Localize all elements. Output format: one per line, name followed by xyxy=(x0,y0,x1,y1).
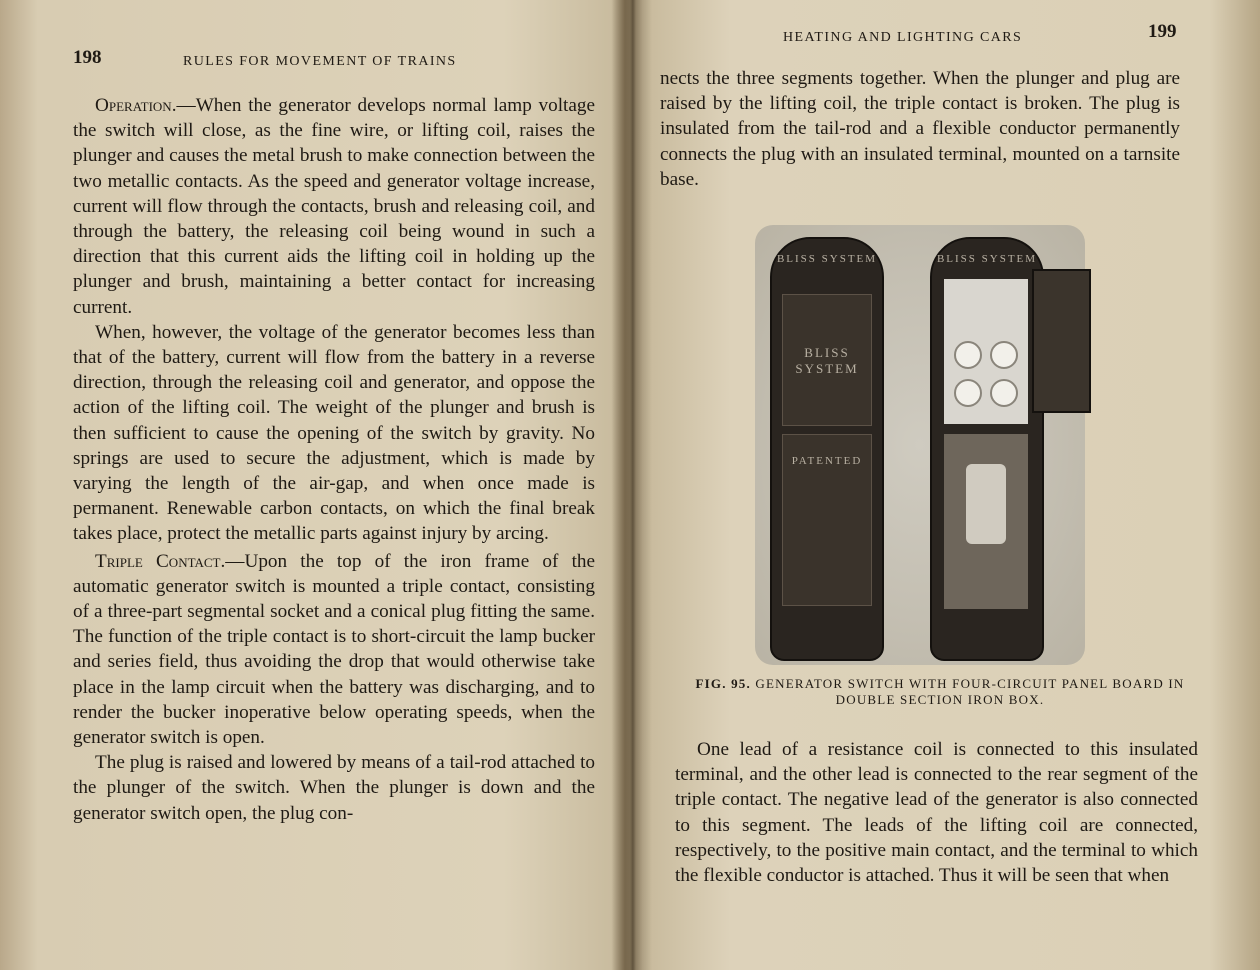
open-cabinet-illustration xyxy=(930,237,1044,661)
door-label: BLISS SYSTEM xyxy=(795,345,859,376)
right-page-number: 199 xyxy=(1148,21,1177,42)
figure-generator-switch xyxy=(755,225,1085,665)
left-running-head: RULES FOR MOVEMENT OF TRAINS xyxy=(183,54,457,69)
panel-board xyxy=(944,279,1028,424)
generator-switch-mechanism xyxy=(944,434,1028,609)
paragraph-continuation: nects the three segments together. When the plunger and plug are raised by the lifting coil, the triple contact is broken. The plug is insulated from the tail-rod and a flexible conductor permanently connects the plug with an insulated terminal, mounted on a tarnsite base. xyxy=(660,68,1180,190)
fuse-icon xyxy=(990,341,1018,369)
left-page-body xyxy=(73,93,595,826)
fuse-icon xyxy=(990,379,1018,407)
fuse-icon xyxy=(954,341,982,369)
paragraph-triple-contact xyxy=(73,549,595,751)
cabinet-top-label: BLISS SYSTEM xyxy=(936,253,1038,265)
closed-cabinet-illustration xyxy=(770,237,884,661)
paragraph-text: —Upon the top of the iron frame of the automatic generator switch is mounted a triple contact, consisting of a three-part segmental socket and a conical plug fitting the same. The function of the triple contact is to short-circuit the lamp bucker and series field, thus avoiding the drop that would otherwise take place in the lamp circuit when the battery was discharging, and to render the bucker inoperative below operating speeds, when the generator switch is open. xyxy=(73,550,596,749)
figure-number: FIG. 95. xyxy=(695,676,751,691)
paragraph-plug xyxy=(73,750,595,826)
figure-caption-text: GENERATOR SWITCH WITH FOUR-CIRCUIT PANEL BOARD IN DOUBLE SECTION IRON BOX. xyxy=(755,676,1185,707)
cabinet-top-label: BLISS SYSTEM xyxy=(776,253,878,265)
right-page xyxy=(635,0,1260,970)
right-running-head: HEATING AND LIGHTING CARS xyxy=(783,30,1023,45)
patented-label: PATENTED xyxy=(791,455,863,467)
paragraph-operation xyxy=(73,93,595,320)
switch-coil xyxy=(966,464,1006,544)
left-page-number: 198 xyxy=(73,47,102,68)
paragraph-heading: Triple Contact. xyxy=(95,550,226,572)
paragraph-text: The plug is raised and lowered by means of a tail-rod attached to the plunger of the switch. When the plunger is down and the generator switch open, the plug con- xyxy=(73,752,595,824)
right-page-top-text xyxy=(660,66,1180,192)
fuse-icon xyxy=(954,379,982,407)
paragraph-heading: Operation. xyxy=(95,95,177,116)
paragraph-text: When, however, the voltage of the generator becomes less than that of the battery, current will flow from the battery in a reverse direction, through the releasing coil and generator, and oppose the action of the lifting coil. The weight of the plunger and brush is then sufficient to cause the opening of the switch by gravity. No springs are used to secure the adjustment, which is made by varying the length of the air-gap, and when once made is permanent. Renewable carbon contacts, on which the final break takes place, protect the metallic parts against injury by arcing. xyxy=(73,321,595,545)
cabinet-open-door xyxy=(1032,269,1091,413)
cabinet-lower-door xyxy=(782,434,872,606)
paragraph-text: —When the generator develops normal lamp voltage the switch will close, as the fine wire, or lifting coil, raises the plunger and causes the metal brush to make connection between the two metallic contacts. As the speed and generator voltage increase, current will flow through the contacts, brush and releasing coil, and through the battery, the releasing coil being wound in such a direction that this current aids the lifting coil in holding up the plunger and brush, maintaining a better contact for increasing current. xyxy=(73,95,595,318)
paragraph-voltage xyxy=(73,320,595,547)
figure-caption xyxy=(670,676,1210,708)
cabinet-upper-door xyxy=(782,294,872,426)
paragraph-resistance-coil: One lead of a resistance coil is connected to this insulated terminal, and the other lead is connected to the rear segment of the triple contact. The negative lead of the generator is also connected to this segment. The leads of the lifting coil are connected, respectively, to the positive main contact, and the terminal to which the flexible conductor is attached. Thus it will be seen that when xyxy=(675,739,1198,887)
right-page-bottom-text xyxy=(675,737,1198,888)
left-page xyxy=(0,0,625,970)
